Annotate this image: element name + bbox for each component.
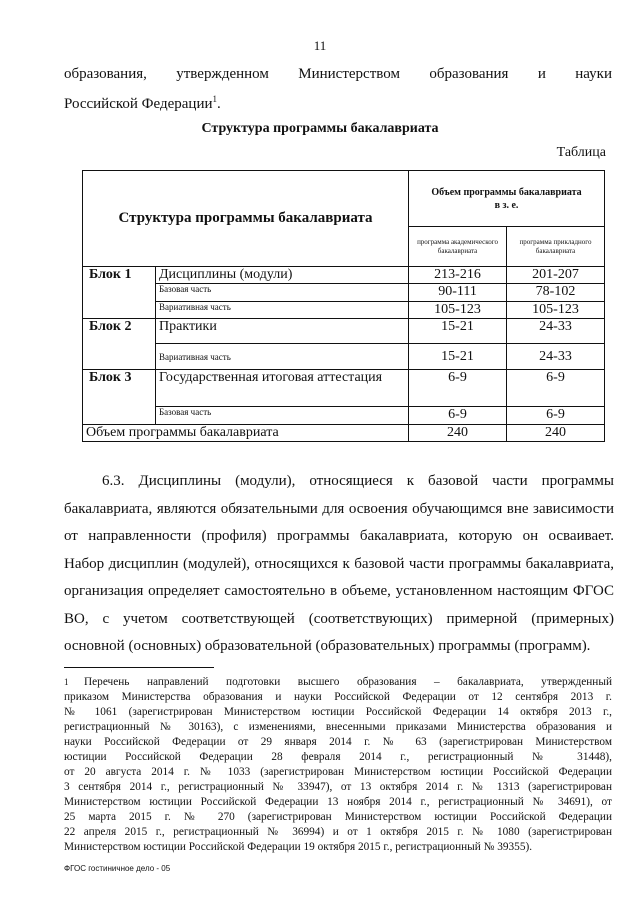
footnote-line: 3 сентября 2014 г., регистрационный № 33947), от 13 октября 2014 г. № 1313 (зарегистрирован bbox=[64, 781, 612, 793]
footnote-mark: 1 bbox=[64, 677, 69, 687]
paragraph-line: от направленности (профиля) программы бакалавриата, которую он осваивает. bbox=[64, 528, 614, 544]
value-applied: 6-9 bbox=[507, 370, 605, 407]
block-spacer bbox=[83, 302, 156, 319]
row-name: Государственная итоговая аттестация bbox=[156, 370, 409, 407]
paragraph-line: Набор дисциплин (модулей), относящихся к базовой части программы бакалавриата, bbox=[64, 555, 614, 572]
footnote-line: Министерством юстиции Российской Федерации 19 октября 2015 г., регистрационный № 39355). bbox=[64, 841, 533, 853]
footnote-line: 25 марта 2015 г. № 270 (зарегистрирован Министерством юстиции Российской Федерации bbox=[64, 811, 612, 823]
footnote-line: приказом Министерства образования и науки Российской Федерации от 12 сентября 2013 г. bbox=[64, 691, 612, 703]
table-row bbox=[83, 407, 605, 425]
paragraph-6-3 bbox=[64, 468, 614, 661]
table-row bbox=[83, 267, 605, 284]
value-academic: 213-216 bbox=[409, 267, 507, 284]
table-total-row bbox=[83, 425, 605, 442]
row-name: Базовая часть bbox=[156, 407, 409, 425]
table-row bbox=[83, 344, 605, 370]
intro-word: Министерством bbox=[298, 66, 400, 82]
table-caption: Таблица bbox=[556, 145, 606, 160]
row-name: Вариативная часть bbox=[156, 344, 409, 370]
intro-line-2-text: Российской Федерации bbox=[64, 96, 213, 112]
header-volume-unit: в з. е. bbox=[494, 199, 519, 211]
row-name: Вариативная часть bbox=[156, 302, 409, 319]
table-row bbox=[83, 284, 605, 302]
header-structure-cell: Структура программы бакалавриата bbox=[83, 171, 409, 267]
footnote-line: науки Российской Федерации от 29 января 2014 г. № 63 (зарегистрирован Министерством bbox=[64, 736, 612, 748]
intro-word: и bbox=[537, 66, 546, 82]
row-name: Практики bbox=[156, 319, 409, 344]
block-spacer bbox=[83, 344, 156, 370]
value-applied: 24-33 bbox=[507, 319, 605, 344]
value-academic: 15-21 bbox=[409, 319, 507, 344]
value-academic: 90-111 bbox=[409, 284, 507, 302]
footnote-line: Министерством юстиции Российской Федерации 13 ноября 2014 г., регистрационный № 34691), от bbox=[64, 796, 612, 808]
paragraph-line: основной (основных) образовательной (образовательных) программы (программ). bbox=[64, 638, 591, 654]
paragraph-line: ВО, с учетом соответствующей (соответствующих) примерной (примерных) bbox=[64, 610, 614, 627]
header-volume-cell bbox=[409, 171, 605, 227]
paragraph-line: организация определяет самостоятельно в объеме, установленном настоящим ФГОС bbox=[64, 583, 614, 599]
page-number: 11 bbox=[313, 38, 327, 53]
footnote-line: от 20 августа 2014 г. № 1033 (зарегистрирован Министерством юстиции Российской Федерации bbox=[64, 766, 612, 778]
paragraph-line: 6.3. Дисциплины (модули), относящиеся к базовой части программы bbox=[102, 473, 614, 489]
intro-line-2: Российской Федерации$^1$. bbox=[64, 94, 221, 112]
value-academic: 105-123 bbox=[409, 302, 507, 319]
intro-word: утвержденном bbox=[176, 66, 269, 82]
block-label: Блок 3 bbox=[83, 370, 156, 407]
total-academic: 240 bbox=[409, 425, 507, 442]
value-academic: 6-9 bbox=[409, 370, 507, 407]
footnote bbox=[64, 675, 612, 855]
paragraph-line: бакалавриата, являются обязательными для освоения обучающимся вне зависимости bbox=[64, 500, 614, 517]
row-name: Дисциплины (модули) bbox=[156, 267, 409, 284]
intro-word: образования bbox=[429, 66, 509, 82]
value-applied: 24-33 bbox=[507, 344, 605, 370]
header-volume-text: Объем программы бакалавриата bbox=[431, 186, 582, 198]
footnote-line: № 1061 (зарегистрирован Министерством юстиции Российской Федерации 14 октября 2013 г., bbox=[64, 706, 612, 718]
block-label: Блок 2 bbox=[83, 319, 156, 344]
header-academic-cell: программа академического бакалавриата bbox=[409, 227, 507, 267]
row-name: Базовая часть bbox=[156, 284, 409, 302]
footnote-line: 22 апреля 2015 г., регистрационный № 36994) и от 1 октября 2015 г. № 1080 (зарегистрирован bbox=[64, 826, 612, 838]
value-applied: 201-207 bbox=[507, 267, 605, 284]
table-row bbox=[83, 319, 605, 344]
intro-word: образования, bbox=[64, 66, 147, 82]
footnote-reference[interactable]: 1 bbox=[212, 94, 218, 104]
table-header-row bbox=[83, 171, 605, 227]
total-applied: 240 bbox=[507, 425, 605, 442]
block-spacer bbox=[83, 284, 156, 302]
block-spacer bbox=[83, 407, 156, 425]
footnote-divider bbox=[64, 667, 214, 668]
value-academic: 6-9 bbox=[409, 407, 507, 425]
intro-line-1 bbox=[64, 66, 612, 83]
value-academic: 15-21 bbox=[409, 344, 507, 370]
footnote-line bbox=[64, 675, 612, 690]
table-row bbox=[83, 302, 605, 319]
footnote-line: юстиции Российской Федерации 28 февраля 2014 г., регистрационный № 31448), bbox=[64, 751, 612, 763]
value-applied: 6-9 bbox=[507, 407, 605, 425]
block-label: Блок 1 bbox=[83, 267, 156, 284]
header-applied-cell: программа прикладного бакалавриата bbox=[507, 227, 605, 267]
intro-word: науки bbox=[575, 66, 612, 82]
value-applied: 105-123 bbox=[507, 302, 605, 319]
total-label: Объем программы бакалавриата bbox=[83, 425, 409, 442]
footnote-line-text: Перечень направлений подготовки высшего образования – бакалавриата, утвержденный bbox=[84, 676, 612, 688]
table-row bbox=[83, 370, 605, 407]
value-applied: 78-102 bbox=[507, 284, 605, 302]
footnote-line: регистрационный № 30163), с изменениями, внесенными приказами Министерства образования и bbox=[64, 721, 612, 733]
page-footer: ФГОС гостиничное дело - 05 bbox=[64, 864, 171, 873]
structure-table bbox=[82, 170, 605, 442]
section-heading: Структура программы бакалавриата bbox=[201, 121, 439, 136]
